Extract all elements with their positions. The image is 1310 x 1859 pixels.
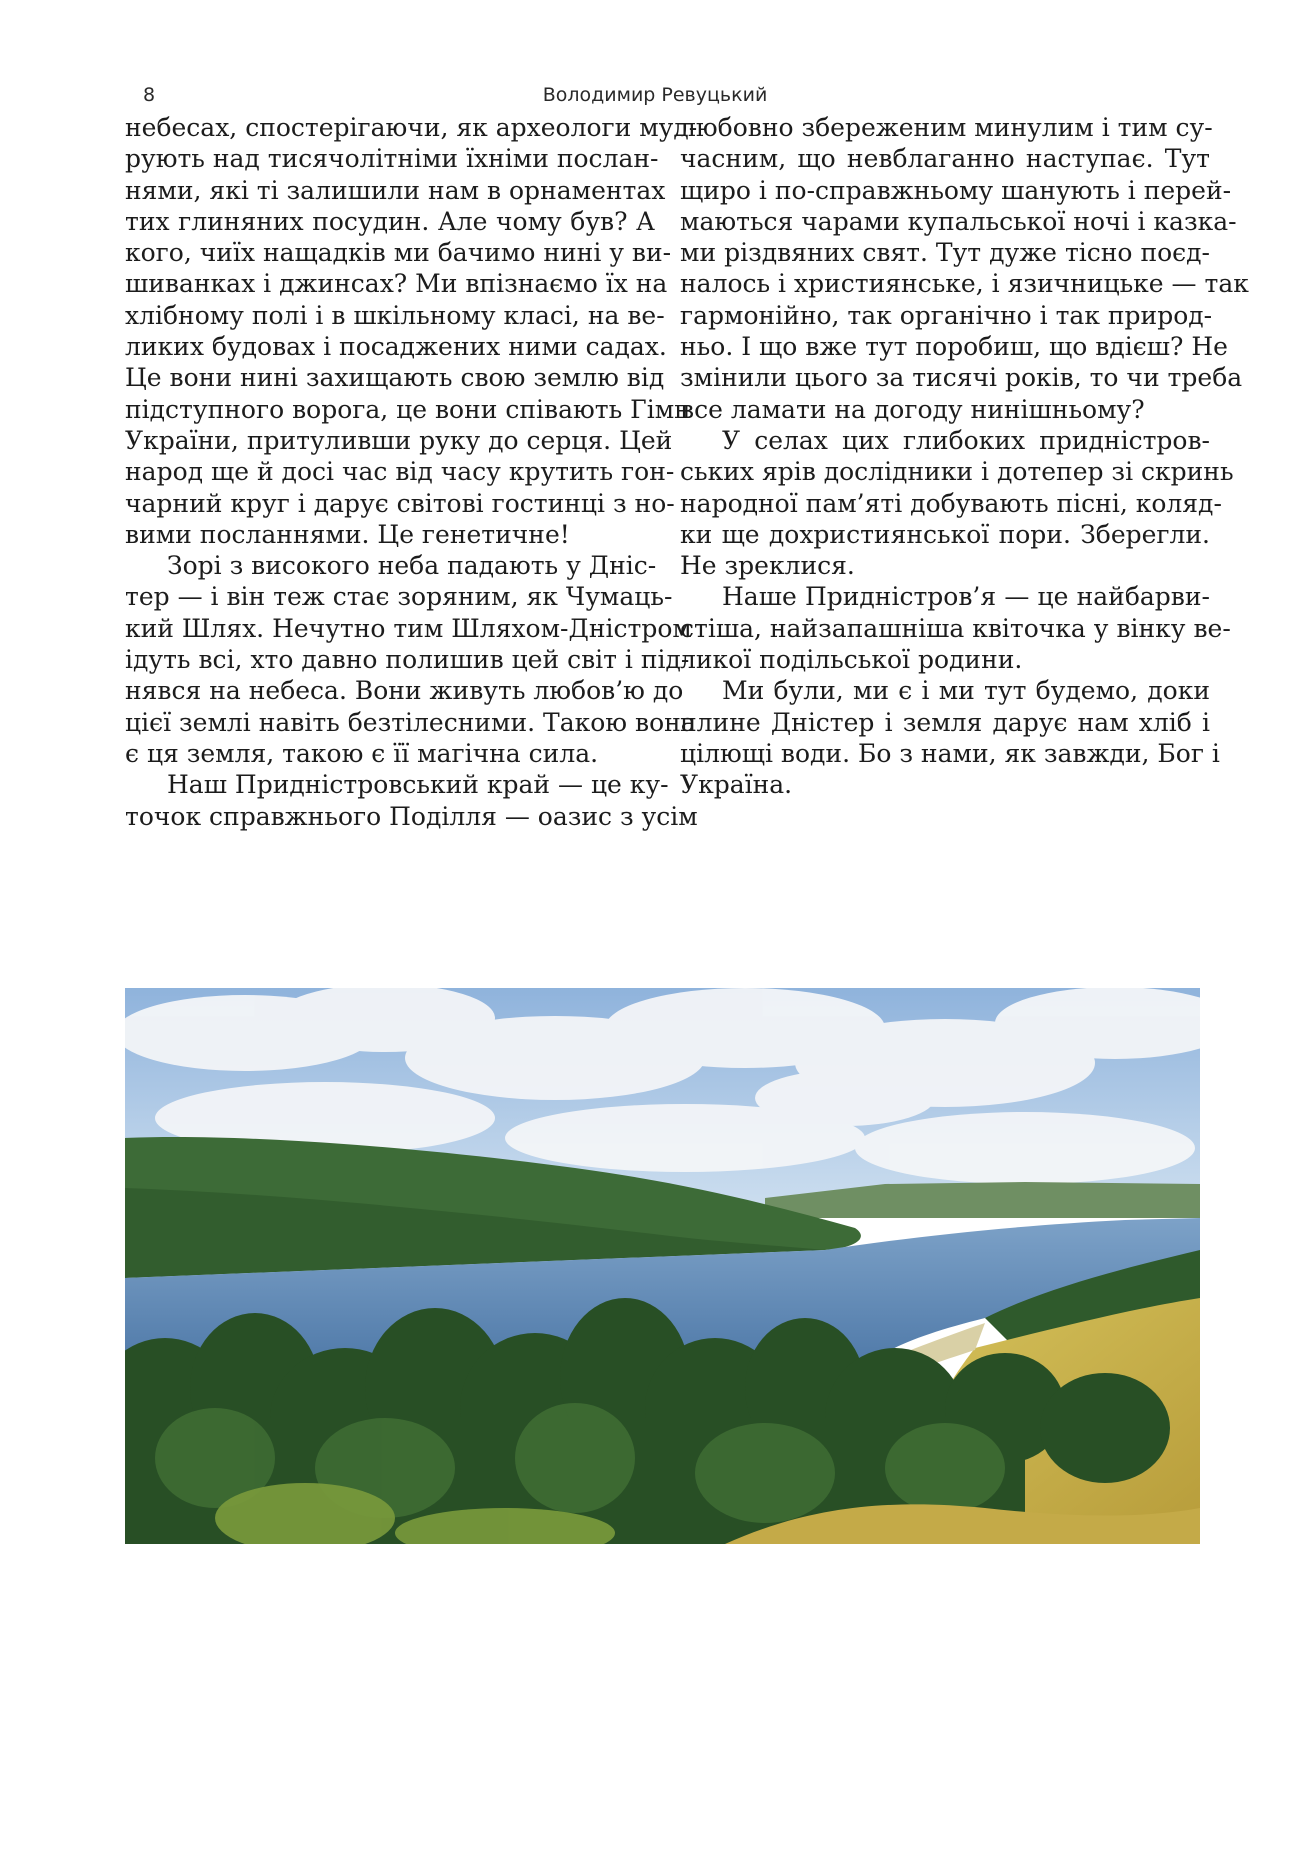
left-column-line: чарний круг і дарує світові гостинці з но- <box>125 488 675 518</box>
left-column-line: рують над тисячолітніми їхніми послан- <box>125 144 659 174</box>
right-column-line: цілющі води. Бо з нами, як завжди, Бог і <box>680 738 1220 768</box>
dniester-landscape-photo <box>125 988 1200 1544</box>
right-column-line: любовно збереженим минулим і тим су- <box>680 113 1213 142</box>
left-column-line: небесах, спостерігаючи, як археологи муд- <box>125 113 698 142</box>
right-text-column <box>680 112 1249 801</box>
right-column-line: Не зреклися. <box>680 551 855 581</box>
page-number: 8 <box>143 84 156 106</box>
left-column-line: підступного ворога, це вони співають Гімн <box>125 394 691 424</box>
left-column-line: тих глиняних посудин. Але чому був? А <box>125 206 655 236</box>
right-column-line: налось і християнське, і язичницьке — так <box>680 269 1249 299</box>
right-column-line: маються чарами купальської ночі і казка- <box>680 206 1237 236</box>
left-column-line: нями, які ті залишили нам в орнаментах <box>125 175 666 205</box>
left-column-line: нявся на небеса. Вони живуть любов’ю до <box>125 676 684 706</box>
right-column-line: ських ярів дослідники і дотепер зі скринь <box>680 457 1234 487</box>
right-column-line: ликої подільської родини. <box>680 645 1023 675</box>
right-column-line: ми різдвяних свят. Тут дуже тісно поєд- <box>680 238 1210 268</box>
left-column-line: Зорі з високого неба падають у Дніс- <box>167 551 657 581</box>
left-column-line: Наш Придністровський край — це ку- <box>167 770 669 800</box>
left-column-line: ідуть всі, хто давно полишив цей світ і під- <box>125 645 690 675</box>
right-column-line: плине Дністер і земля дарує нам хліб і <box>680 707 1210 737</box>
right-column-line: все ламати на догоду нинішньому? <box>680 394 1145 424</box>
right-column-line: народної пам’яті добувають пісні, коляд- <box>680 488 1222 518</box>
page-header <box>125 84 1185 114</box>
left-column-line: народ ще й досі час від часу крутить гон- <box>125 457 675 487</box>
right-column-line: щиро і по-справжньому шанують і перей- <box>680 175 1232 205</box>
right-column-line: Наше Придністров’я — це найбарви- <box>722 582 1210 612</box>
left-column-line: України, притуливши руку до серця. Цей <box>125 425 673 455</box>
left-text-column <box>125 112 698 832</box>
right-column-line: змінили цього за тисячі років, то чи треба <box>680 363 1243 393</box>
right-column-line: Ми були, ми є і ми тут будемо, доки <box>722 676 1210 706</box>
left-column-line: тер — і він теж стає зоряним, як Чумаць- <box>125 582 673 612</box>
right-column-line: часним, що невблаганно наступає. Тут <box>680 144 1210 174</box>
left-column-line: кого, чиїх нащадків ми бачимо нині у ви- <box>125 238 672 268</box>
left-column-line: хлібному полі і в шкільному класі, на ве- <box>125 300 665 330</box>
left-column-line: ликих будовах і посаджених ними садах. <box>125 332 667 362</box>
left-column-line: кий Шлях. Нечутно тим Шляхом-Дністром <box>125 613 692 643</box>
right-column-line: стіша, найзапашніша квіточка у вінку ве- <box>680 613 1231 643</box>
right-column-line: гармонійно, так органічно і так природ- <box>680 300 1213 330</box>
left-column-line: точок справжнього Поділля — оазис з усім <box>125 801 698 831</box>
right-column-line: ньо. І що вже тут поробиш, що вдієш? Не <box>680 332 1228 362</box>
left-column-line: шиванках і джинсах? Ми впізнаємо їх на <box>125 269 668 299</box>
left-column-line: вими посланнями. Це генетичне! <box>125 519 570 549</box>
right-column-line: У селах цих глибоких придністров- <box>722 425 1210 455</box>
left-column-line: цієї землі навіть безтілесними. Такою вона <box>125 707 696 737</box>
right-column-line: ки ще дохристиянської пори. Зберегли. <box>680 519 1210 549</box>
right-column-line: Україна. <box>680 770 793 800</box>
left-column-line: Це вони нині захищають свою землю від <box>125 363 665 393</box>
running-title: Володимир Ревуцький <box>542 84 768 106</box>
left-column-line: є ця земля, такою є її магічна сила. <box>125 738 599 768</box>
